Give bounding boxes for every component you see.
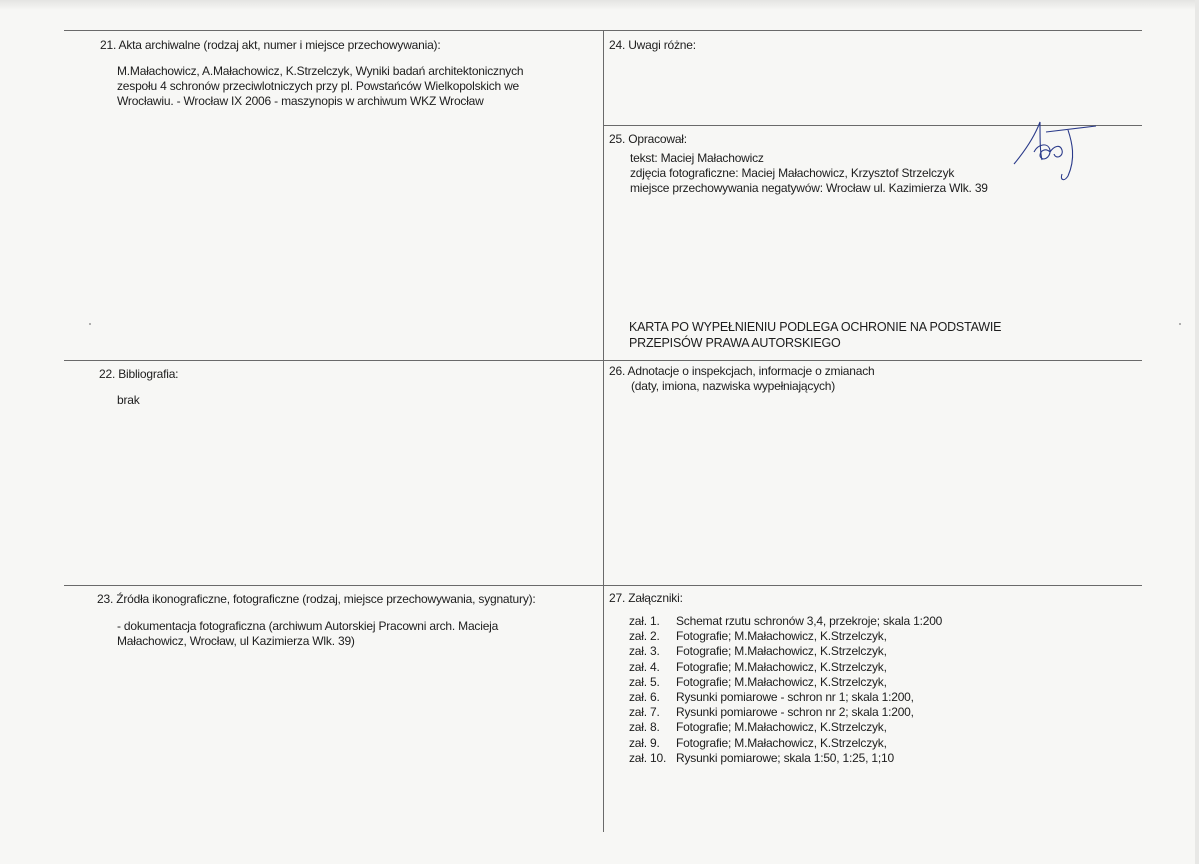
attachment-number: zał. 6.: [629, 689, 660, 704]
s21-body: [117, 64, 523, 109]
attachment-text: Schemat rzutu schronów 3,4, przekroje; skala 1:200: [676, 614, 943, 628]
s21-line-2: zespołu 4 schronów przeciwlotniczych przy pl. Powstańców Wielkopolskich we: [117, 79, 520, 93]
attachment-text: Fotografie; M.Małachowicz, K.Strzelczyk,: [676, 735, 887, 750]
attachment-item: [629, 660, 942, 675]
s21-heading: 21. Akta archiwalne (rodzaj akt, numer i miejsce przechowywania):: [100, 38, 441, 52]
attachment-text: Fotografie; M.Małachowicz, K.Strzelczyk,: [676, 629, 887, 644]
s26-subheading: (daty, imiona, nazwiska wypełniających): [631, 379, 836, 393]
s24-heading: 24. Uwagi różne:: [609, 38, 696, 52]
attachment-number: zał. 1.: [629, 614, 660, 628]
attachment-number: zał. 5.: [629, 674, 660, 689]
s25-line-2: zdjęcia fotograficzne: Maciej Małachowicz, Krzysztof Strzelczyk: [630, 166, 955, 180]
attachment-item: [629, 720, 942, 735]
notice-line-2: PRZEPISÓW PRAWA AUTORSKIEGO: [629, 336, 841, 350]
attachment-item: [629, 736, 942, 751]
s21-line-1: M.Małachowicz, A.Małachowicz, K.Strzelczyk, Wyniki badań architektonicznych: [117, 64, 524, 78]
attachment-item: [629, 629, 942, 644]
scan-speck: [1179, 323, 1181, 325]
attachment-item: [629, 614, 942, 629]
s22-body: brak: [117, 393, 140, 407]
attachment-number: zał. 3.: [629, 644, 660, 659]
attachment-number: zał. 4.: [629, 659, 660, 674]
s23-line-1: - dokumentacja fotograficzna (archiwum Autorskiej Pracowni arch. Macieja: [117, 619, 499, 633]
notice-line-1: KARTA PO WYPEŁNIENIU PODLEGA OCHRONIE NA PODSTAWIE: [629, 320, 1002, 334]
page-right-edge: [1195, 0, 1199, 864]
attachment-number: zał. 10.: [629, 750, 667, 765]
attachment-item: [629, 751, 942, 766]
s23-line-2: Małachowicz, Wrocław, ul Kazimierza Wlk. 39): [117, 634, 355, 648]
attachment-text: Fotografie; M.Małachowicz, K.Strzelczyk,: [676, 659, 887, 674]
attachment-number: zał. 8.: [629, 720, 660, 735]
handwritten-signature: [1010, 118, 1110, 188]
s25-heading: 25. Opracował:: [609, 132, 687, 146]
attachment-text: Fotografie; M.Małachowicz, K.Strzelczyk,: [676, 720, 887, 735]
attachment-text: Fotografie; M.Małachowicz, K.Strzelczyk,: [676, 644, 887, 659]
attachment-text: Fotografie; M.Małachowicz, K.Strzelczyk,: [676, 674, 887, 689]
attachment-text: Rysunki pomiarowe - schron nr 2; skala 1:200,: [676, 705, 914, 720]
s25-line-3: miejsce przechowywania negatywów: Wrocław ul. Kazimierza Wlk. 39: [630, 181, 988, 195]
s22-heading: 22. Bibliografia:: [99, 367, 179, 381]
copyright-notice: [629, 319, 1001, 351]
page-top-edge: [0, 0, 1199, 10]
attachment-number: zał. 9.: [629, 735, 660, 750]
column-divider: [603, 30, 604, 832]
s21-line-3: Wrocławiu. - Wrocław IX 2006 - maszynopis w archiwum WKZ Wrocław: [117, 94, 484, 108]
s25-line-1: tekst: Maciej Małachowicz: [630, 151, 764, 165]
scan-speck: [89, 323, 91, 325]
attachment-item: [629, 705, 942, 720]
s26-heading: 26. Adnotacje o inspekcjach, informacje o zmianach: [609, 364, 875, 378]
s23-body: [117, 619, 498, 649]
attachment-text: Rysunki pomiarowe - schron nr 1; skala 1:200,: [676, 689, 914, 704]
attachment-item: [629, 644, 942, 659]
s23-heading: 23. Źródła ikonograficzne, fotograficzne (rodzaj, miejsce przechowywania, sygnatury):: [97, 592, 536, 606]
attachment-item: [629, 690, 942, 705]
s27-heading: 27. Załączniki:: [609, 591, 683, 605]
attachments-list: [629, 614, 942, 766]
attachment-text: Rysunki pomiarowe; skala 1:50, 1:25, 1;10: [676, 750, 894, 765]
attachment-number: zał. 2.: [629, 629, 660, 644]
attachment-item: [629, 675, 942, 690]
s25-body: [630, 151, 988, 196]
attachment-number: zał. 7.: [629, 705, 660, 720]
